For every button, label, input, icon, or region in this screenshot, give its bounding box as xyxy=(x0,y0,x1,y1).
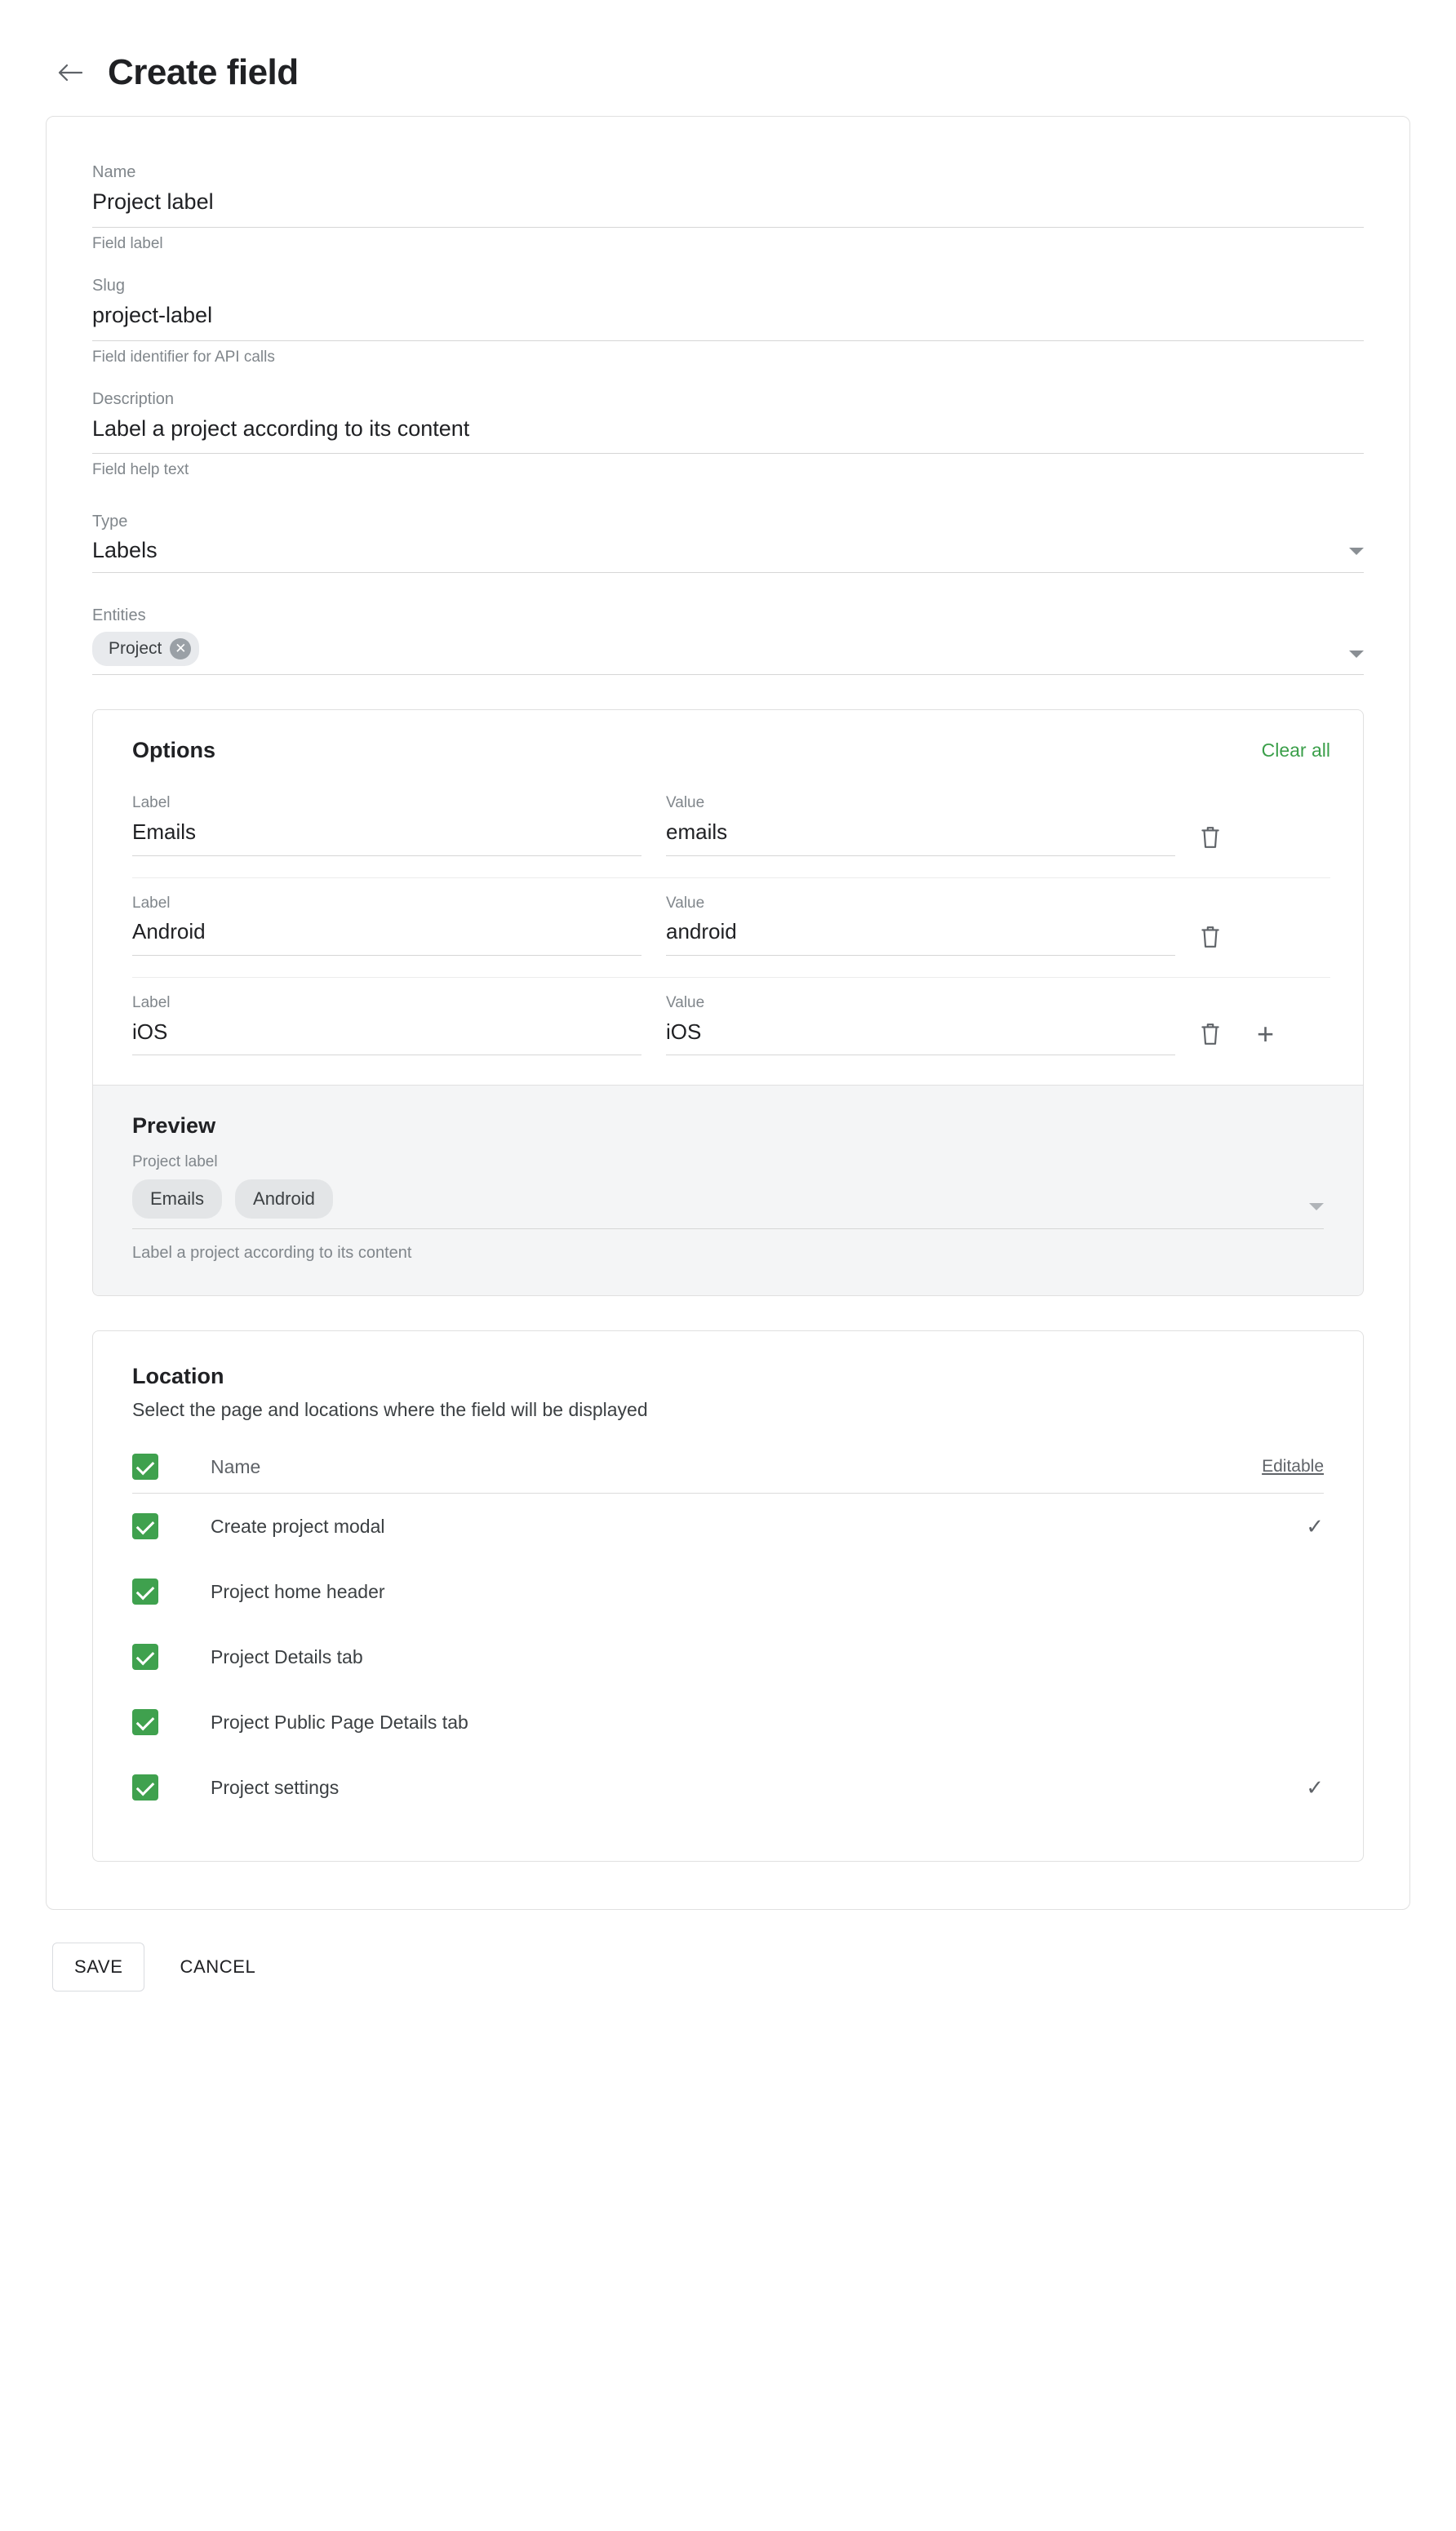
preview-select[interactable] xyxy=(132,1179,1324,1229)
entity-chip-label: Project xyxy=(109,639,162,659)
option-label-input[interactable]: Emails xyxy=(132,819,641,856)
location-subtitle: Select the page and locations where the field will be displayed xyxy=(132,1399,648,1421)
row-checkbox-cell xyxy=(132,1579,211,1605)
row-checkbox-cell xyxy=(132,1774,211,1801)
row-checkbox[interactable] xyxy=(132,1644,158,1670)
description-label: Description xyxy=(92,389,175,408)
option-label-field xyxy=(132,895,641,956)
check-icon: ✓ xyxy=(1306,1774,1324,1800)
entities-select[interactable] xyxy=(92,632,1364,675)
select-all-checkbox[interactable] xyxy=(132,1454,158,1480)
type-select[interactable] xyxy=(92,538,1364,573)
check-icon: ✓ xyxy=(1306,1513,1324,1539)
preview-chip[interactable]: Android xyxy=(235,1179,333,1219)
preview-chip[interactable]: Emails xyxy=(132,1179,222,1219)
option-label-input[interactable]: iOS xyxy=(132,1019,641,1056)
row-name: Project settings xyxy=(211,1776,340,1798)
row-name: Create project modal xyxy=(211,1515,385,1537)
page-header xyxy=(46,33,1410,116)
row-checkbox[interactable] xyxy=(132,1513,158,1539)
option-label-caption: Label xyxy=(132,894,171,912)
option-label-caption: Label xyxy=(132,794,171,812)
row-checkbox[interactable] xyxy=(132,1709,158,1735)
table-row xyxy=(132,1494,1324,1559)
slug-label: Slug xyxy=(92,276,126,295)
preview-section xyxy=(93,1085,1363,1295)
options-body xyxy=(93,710,1363,1085)
close-icon[interactable]: ✕ xyxy=(170,638,191,659)
row-checkbox-cell xyxy=(132,1644,211,1670)
option-label-caption: Label xyxy=(132,993,171,1011)
name-help: Field label xyxy=(92,234,163,252)
option-value-caption: Value xyxy=(666,993,705,1011)
option-label-field xyxy=(132,994,641,1055)
row-checkbox-cell xyxy=(132,1513,211,1539)
option-value-caption: Value xyxy=(666,894,705,912)
plus-icon[interactable]: + xyxy=(1257,1017,1275,1051)
type-label: Type xyxy=(92,513,128,531)
option-value-field xyxy=(666,994,1175,1055)
row-checkbox[interactable] xyxy=(132,1774,158,1801)
preview-field-label: Project label xyxy=(132,1153,218,1171)
trash-icon[interactable] xyxy=(1200,925,1221,949)
name-label: Name xyxy=(92,163,136,181)
options-panel xyxy=(92,709,1364,1296)
option-row xyxy=(132,778,1330,877)
table-row xyxy=(132,1690,1324,1755)
chevron-down-icon xyxy=(1309,1203,1324,1210)
row-editable xyxy=(1201,1775,1324,1801)
option-actions xyxy=(1200,825,1330,856)
arrow-left-icon[interactable] xyxy=(54,56,87,89)
slug-input[interactable]: project-label xyxy=(92,302,1364,341)
description-help: Field help text xyxy=(92,461,189,479)
row-name: Project home header xyxy=(211,1580,385,1602)
chevron-down-icon xyxy=(1349,548,1364,555)
option-actions xyxy=(1200,925,1330,956)
page-title: Create field xyxy=(108,52,299,92)
save-button[interactable]: SAVE xyxy=(52,1943,144,1991)
row-checkbox[interactable] xyxy=(132,1579,158,1605)
option-value-input[interactable]: iOS xyxy=(666,1019,1175,1056)
preview-chip-list xyxy=(132,1179,333,1219)
preview-help: Label a project according to its content xyxy=(132,1244,412,1263)
option-label-input[interactable]: Android xyxy=(132,918,641,956)
option-label-field xyxy=(132,794,641,855)
options-title: Options xyxy=(132,738,215,763)
cancel-button[interactable]: CANCEL xyxy=(158,1943,277,1991)
option-value-input[interactable]: android xyxy=(666,918,1175,956)
entities-label: Entities xyxy=(92,606,146,625)
trash-icon[interactable] xyxy=(1200,1022,1221,1046)
trash-icon[interactable] xyxy=(1200,825,1221,850)
chevron-down-icon xyxy=(1349,651,1364,658)
field-slug xyxy=(92,276,1364,366)
field-entities xyxy=(92,606,1364,675)
location-table-header xyxy=(132,1454,1324,1494)
row-checkbox-cell xyxy=(132,1709,211,1735)
type-selected-value: Labels xyxy=(92,538,158,563)
column-name: Name xyxy=(211,1455,261,1477)
clear-all-button[interactable]: Clear all xyxy=(1261,739,1330,762)
slug-help: Field identifier for API calls xyxy=(92,348,275,366)
name-input[interactable]: Project label xyxy=(92,189,1364,228)
column-editable: Editable xyxy=(1262,1457,1324,1476)
preview-title: Preview xyxy=(132,1113,216,1139)
location-title: Location xyxy=(132,1364,224,1389)
option-value-caption: Value xyxy=(666,794,705,812)
entity-chip[interactable] xyxy=(92,632,199,666)
option-actions xyxy=(1200,1019,1330,1055)
form-footer xyxy=(0,1910,1456,2024)
description-input[interactable]: Label a project according to its content xyxy=(92,415,1364,455)
option-value-input[interactable]: emails xyxy=(666,819,1175,856)
select-all-cell xyxy=(132,1454,211,1480)
field-description xyxy=(92,389,1364,480)
option-row xyxy=(132,878,1330,978)
option-value-field xyxy=(666,794,1175,855)
option-row xyxy=(132,978,1330,1077)
create-field-card xyxy=(46,116,1410,1910)
table-row xyxy=(132,1559,1324,1624)
table-row xyxy=(132,1755,1324,1820)
row-name: Project Details tab xyxy=(211,1645,363,1667)
field-type xyxy=(92,512,1364,573)
options-header xyxy=(132,738,1330,763)
row-editable xyxy=(1201,1514,1324,1539)
table-row xyxy=(132,1624,1324,1690)
option-value-field xyxy=(666,895,1175,956)
field-name xyxy=(92,162,1364,253)
location-panel xyxy=(92,1330,1364,1862)
row-name: Project Public Page Details tab xyxy=(211,1711,468,1733)
